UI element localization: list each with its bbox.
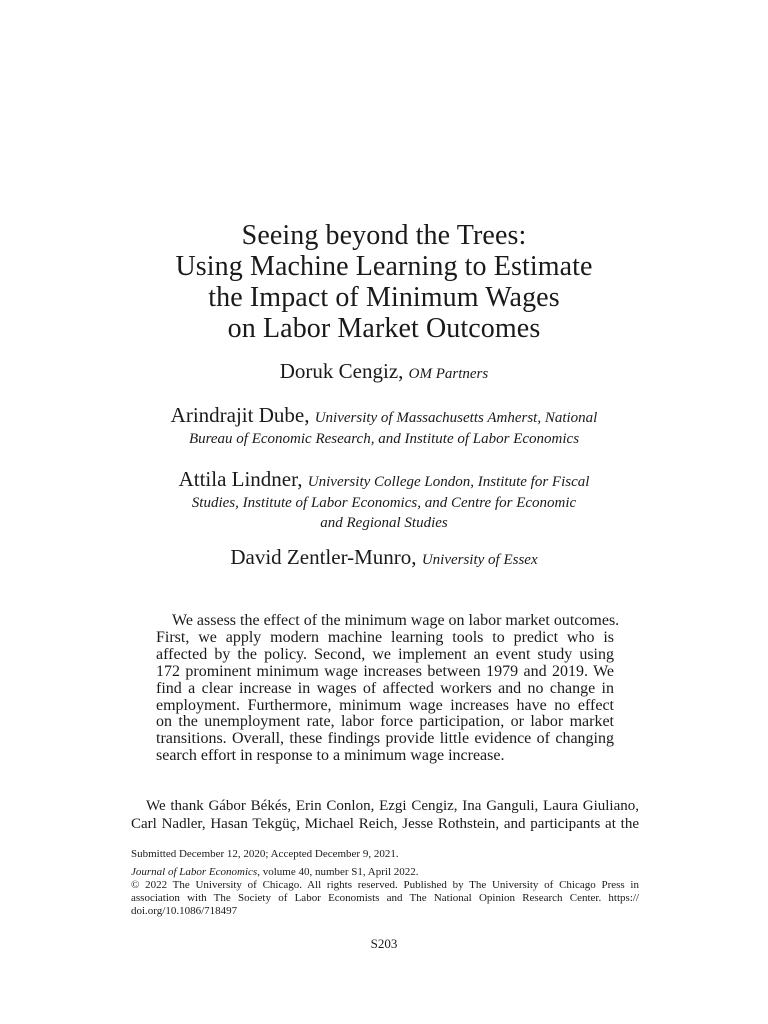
title-line: on Labor Market Outcomes [227,313,541,344]
acknowledgment-footnote [131,798,639,833]
abstract-line: on the unemployment rate, labor force participation, or labor market [156,713,614,731]
copyright-line: association with The Society of Labor Economists and The National Opinion Research Center. https:// [131,892,639,904]
abstract-line: transitions. Overall, these findings provide little evidence of changing [156,730,614,748]
author-affiliation: University of Massachusetts Amherst, National [314,410,598,426]
author-block [0,360,768,385]
abstract-line: We assess the effect of the minimum wage on labor market outcomes. [172,612,620,629]
author-affiliation: Studies, Institute of Labor Economics, and Centre for Economic [191,495,577,511]
author-block [0,404,768,449]
abstract-line: search effort in response to a minimum wage increase. [156,747,505,765]
author-name: David Zentler-Munro, [230,545,417,569]
page-number: S203 [370,936,398,951]
author-block [0,468,768,533]
abstract [156,612,620,765]
acknowledgment-line: Carl Nadler, Hasan Tekgüç, Michael Reich, Jesse Rothstein, and participants at the [131,815,639,832]
abstract-line: 172 prominent minimum wage increases between 1979 and 2019. We [156,662,614,680]
journal-citation-line [131,866,639,879]
article-title [0,220,768,344]
doi-link[interactable]: doi.org/10.1086/718497 [131,905,238,917]
journal-details: , volume 40, number S1, April 2022. [257,866,419,878]
author-affiliation: University College London, Institute for Fiscal [307,474,590,490]
author-affiliation: and Regional Studies [320,515,448,531]
author-affiliation: Bureau of Economic Research, and Institute of Labor Economics [188,431,580,447]
author-affiliation: OM Partners [408,366,489,382]
author-affiliation: University of Essex [421,552,538,568]
author-block [0,546,768,571]
journal-name: Journal of Labor Economics [131,866,258,878]
publication-info [131,866,639,918]
title-line: the Impact of Minimum Wages [208,282,560,313]
title-line: Seeing beyond the Trees: [241,220,527,251]
abstract-line: employment. Furthermore, minimum wage increases have no effect [156,696,614,714]
author-name: Arindrajit Dube, [170,403,310,427]
submission-dates: Submitted December 12, 2020; Accepted December 9, 2021. [131,848,399,860]
abstract-line: First, we apply modern machine learning tools to predict who is [156,628,614,646]
author-name: Attila Lindner, [178,467,303,491]
title-line: Using Machine Learning to Estimate [175,251,593,282]
acknowledgment-line: We thank Gábor Békés, Erin Conlon, Ezgi Cengiz, Ina Ganguli, Laura Giuliano, [146,798,639,814]
abstract-line: find a clear increase in wages of affected workers and no change in [156,679,614,697]
abstract-line: affected by the policy. Second, we implement an event study using [156,645,614,663]
author-name: Doruk Cengiz, [279,359,404,383]
copyright-line: © 2022 The University of Chicago. All rights reserved. Published by The University of Chicago Press in [131,879,639,891]
